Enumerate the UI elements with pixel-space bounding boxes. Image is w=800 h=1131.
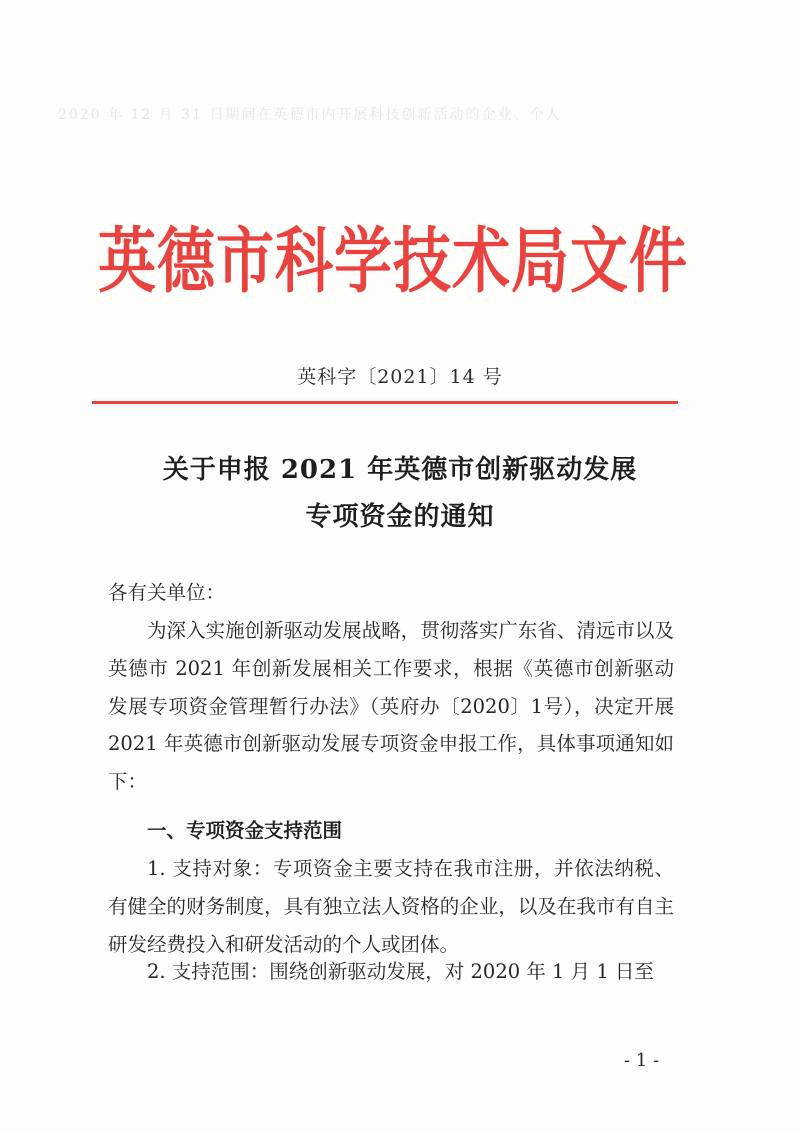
page-number: - 1 -: [624, 1050, 660, 1071]
support-target-paragraph: 1. 支持对象：专项资金主要支持在我市注册，并依法纳税、有健全的财务制度，具有独立法人资格的企业，以及在我市有自主研发经费投入和研发活动的个人或团体。: [108, 857, 674, 956]
notice-title-line-1: 关于申报 2021 年英德市创新驱动发展: [162, 455, 638, 485]
section-heading-1: 一、专项资金支持范围: [147, 819, 343, 842]
bleed-through-text: 2020 年 12 月 31 日期间在英德市内开展科技创新活动的企业、个人: [58, 107, 562, 123]
support-scope-paragraph: 2. 支持范围：围绕创新驱动发展，对 2020 年 1 月 1 日至: [147, 960, 654, 983]
masthead-title: 英德市科学技术局文件: [98, 219, 689, 303]
intro-paragraph: 为深入实施创新驱动发展战略，贯彻落实广东省、清远市以及英德市 2021 年创新发展相关工作要求，根据《英德市创新驱动发展专项资金管理暂行办法》（英府办〔2020〕1号），决定开展 2021 年英德市创新驱动发展专项资金申报工作，具体事项通知如下：: [108, 619, 674, 794]
salutation: 各有关单位：: [108, 581, 226, 604]
document-number: 英科字〔2021〕14 号: [297, 366, 503, 388]
notice-title-line-2: 专项资金的通知: [305, 502, 495, 532]
red-divider-line: [92, 401, 678, 404]
